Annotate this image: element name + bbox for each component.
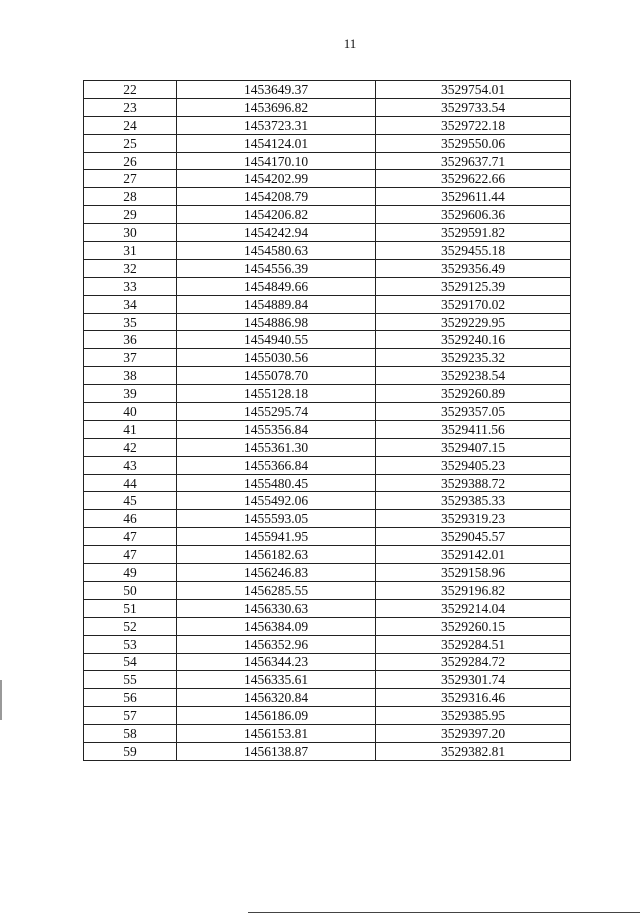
table-row — [84, 259, 571, 277]
point-number-cell: 49 — [84, 564, 177, 582]
y-coordinate-cell: 3529382.81 — [376, 742, 571, 760]
point-number-cell: 34 — [84, 295, 177, 313]
table-row — [84, 224, 571, 242]
y-coordinate-cell: 3529591.82 — [376, 224, 571, 242]
y-coordinate-cell: 3529385.33 — [376, 492, 571, 510]
point-number-cell: 45 — [84, 492, 177, 510]
y-coordinate-cell: 3529357.05 — [376, 403, 571, 421]
point-number-cell: 57 — [84, 707, 177, 725]
table-row — [84, 671, 571, 689]
y-coordinate-cell: 3529407.15 — [376, 438, 571, 456]
x-coordinate-cell: 1455295.74 — [177, 403, 376, 421]
x-coordinate-cell: 1456138.87 — [177, 742, 376, 760]
point-number-cell: 37 — [84, 349, 177, 367]
table-row — [84, 242, 571, 260]
table-row — [84, 277, 571, 295]
x-coordinate-cell: 1455030.56 — [177, 349, 376, 367]
table-row — [84, 653, 571, 671]
table-row — [84, 152, 571, 170]
table-row — [84, 474, 571, 492]
table-row — [84, 599, 571, 617]
table-row — [84, 385, 571, 403]
table-row — [84, 742, 571, 760]
table-row — [84, 528, 571, 546]
point-number-cell: 58 — [84, 725, 177, 743]
y-coordinate-cell: 3529170.02 — [376, 295, 571, 313]
x-coordinate-cell: 1454242.94 — [177, 224, 376, 242]
y-coordinate-cell: 3529550.06 — [376, 134, 571, 152]
y-coordinate-cell: 3529754.01 — [376, 81, 571, 99]
x-coordinate-cell: 1454202.99 — [177, 170, 376, 188]
point-number-cell: 56 — [84, 689, 177, 707]
y-coordinate-cell: 3529238.54 — [376, 367, 571, 385]
table-row — [84, 206, 571, 224]
x-coordinate-cell: 1455941.95 — [177, 528, 376, 546]
point-number-cell: 46 — [84, 510, 177, 528]
y-coordinate-cell: 3529319.23 — [376, 510, 571, 528]
x-coordinate-cell: 1456186.09 — [177, 707, 376, 725]
point-number-cell: 31 — [84, 242, 177, 260]
x-coordinate-cell: 1453649.37 — [177, 81, 376, 99]
x-coordinate-cell: 1455480.45 — [177, 474, 376, 492]
y-coordinate-cell: 3529125.39 — [376, 277, 571, 295]
x-coordinate-cell: 1456330.63 — [177, 599, 376, 617]
table-row — [84, 116, 571, 134]
table-row — [84, 170, 571, 188]
point-number-cell: 44 — [84, 474, 177, 492]
point-number-cell: 47 — [84, 546, 177, 564]
y-coordinate-cell: 3529611.44 — [376, 188, 571, 206]
table-row — [84, 707, 571, 725]
y-coordinate-cell: 3529158.96 — [376, 564, 571, 582]
x-coordinate-cell: 1454556.39 — [177, 259, 376, 277]
x-coordinate-cell: 1454208.79 — [177, 188, 376, 206]
point-number-cell: 42 — [84, 438, 177, 456]
table-row — [84, 313, 571, 331]
x-coordinate-cell: 1455492.06 — [177, 492, 376, 510]
y-coordinate-cell: 3529722.18 — [376, 116, 571, 134]
table-row — [84, 689, 571, 707]
x-coordinate-cell: 1456246.83 — [177, 564, 376, 582]
y-coordinate-cell: 3529301.74 — [376, 671, 571, 689]
x-coordinate-cell: 1454849.66 — [177, 277, 376, 295]
point-number-cell: 26 — [84, 152, 177, 170]
y-coordinate-cell: 3529637.71 — [376, 152, 571, 170]
coordinates-table — [83, 80, 571, 761]
point-number-cell: 55 — [84, 671, 177, 689]
y-coordinate-cell: 3529260.15 — [376, 617, 571, 635]
table-row — [84, 134, 571, 152]
point-number-cell: 32 — [84, 259, 177, 277]
y-coordinate-cell: 3529316.46 — [376, 689, 571, 707]
y-coordinate-cell: 3529235.32 — [376, 349, 571, 367]
x-coordinate-cell: 1455366.84 — [177, 456, 376, 474]
coordinates-table-body — [84, 81, 571, 761]
table-row — [84, 331, 571, 349]
y-coordinate-cell: 3529405.23 — [376, 456, 571, 474]
y-coordinate-cell: 3529622.66 — [376, 170, 571, 188]
y-coordinate-cell: 3529284.51 — [376, 635, 571, 653]
y-coordinate-cell: 3529142.01 — [376, 546, 571, 564]
x-coordinate-cell: 1454889.84 — [177, 295, 376, 313]
point-number-cell: 35 — [84, 313, 177, 331]
x-coordinate-cell: 1454206.82 — [177, 206, 376, 224]
y-coordinate-cell: 3529397.20 — [376, 725, 571, 743]
table-row — [84, 420, 571, 438]
point-number-cell: 50 — [84, 581, 177, 599]
x-coordinate-cell: 1456352.96 — [177, 635, 376, 653]
table-row — [84, 725, 571, 743]
point-number-cell: 28 — [84, 188, 177, 206]
y-coordinate-cell: 3529388.72 — [376, 474, 571, 492]
y-coordinate-cell: 3529045.57 — [376, 528, 571, 546]
y-coordinate-cell: 3529260.89 — [376, 385, 571, 403]
point-number-cell: 33 — [84, 277, 177, 295]
y-coordinate-cell: 3529196.82 — [376, 581, 571, 599]
point-number-cell: 54 — [84, 653, 177, 671]
x-coordinate-cell: 1456285.55 — [177, 581, 376, 599]
point-number-cell: 41 — [84, 420, 177, 438]
x-coordinate-cell: 1454580.63 — [177, 242, 376, 260]
x-coordinate-cell: 1453696.82 — [177, 98, 376, 116]
table-row — [84, 492, 571, 510]
x-coordinate-cell: 1454170.10 — [177, 152, 376, 170]
point-number-cell: 53 — [84, 635, 177, 653]
table-row — [84, 403, 571, 421]
table-row — [84, 617, 571, 635]
point-number-cell: 29 — [84, 206, 177, 224]
point-number-cell: 27 — [84, 170, 177, 188]
x-coordinate-cell: 1455078.70 — [177, 367, 376, 385]
table-row — [84, 81, 571, 99]
table-row — [84, 295, 571, 313]
table-row — [84, 188, 571, 206]
table-row — [84, 546, 571, 564]
y-coordinate-cell: 3529240.16 — [376, 331, 571, 349]
x-coordinate-cell: 1456182.63 — [177, 546, 376, 564]
x-coordinate-cell: 1455361.30 — [177, 438, 376, 456]
point-number-cell: 51 — [84, 599, 177, 617]
point-number-cell: 59 — [84, 742, 177, 760]
x-coordinate-cell: 1454124.01 — [177, 134, 376, 152]
x-coordinate-cell: 1454886.98 — [177, 313, 376, 331]
page-number: 11 — [343, 36, 357, 51]
x-coordinate-cell: 1456320.84 — [177, 689, 376, 707]
point-number-cell: 30 — [84, 224, 177, 242]
x-coordinate-cell: 1455128.18 — [177, 385, 376, 403]
table-row — [84, 581, 571, 599]
x-coordinate-cell: 1454940.55 — [177, 331, 376, 349]
table-row — [84, 564, 571, 582]
table-row — [84, 349, 571, 367]
y-coordinate-cell: 3529229.95 — [376, 313, 571, 331]
point-number-cell: 47 — [84, 528, 177, 546]
table-row — [84, 367, 571, 385]
x-coordinate-cell: 1456344.23 — [177, 653, 376, 671]
point-number-cell: 40 — [84, 403, 177, 421]
x-coordinate-cell: 1453723.31 — [177, 116, 376, 134]
point-number-cell: 36 — [84, 331, 177, 349]
y-coordinate-cell: 3529385.95 — [376, 707, 571, 725]
table-row — [84, 635, 571, 653]
y-coordinate-cell: 3529455.18 — [376, 242, 571, 260]
x-coordinate-cell: 1455356.84 — [177, 420, 376, 438]
point-number-cell: 22 — [84, 81, 177, 99]
y-coordinate-cell: 3529356.49 — [376, 259, 571, 277]
table-row — [84, 510, 571, 528]
point-number-cell: 39 — [84, 385, 177, 403]
x-coordinate-cell: 1456335.61 — [177, 671, 376, 689]
bottom-rule — [248, 912, 640, 913]
x-coordinate-cell: 1456384.09 — [177, 617, 376, 635]
table-row — [84, 98, 571, 116]
x-coordinate-cell: 1455593.05 — [177, 510, 376, 528]
table-row — [84, 456, 571, 474]
point-number-cell: 52 — [84, 617, 177, 635]
y-coordinate-cell: 3529411.56 — [376, 420, 571, 438]
point-number-cell: 43 — [84, 456, 177, 474]
point-number-cell: 25 — [84, 134, 177, 152]
y-coordinate-cell: 3529284.72 — [376, 653, 571, 671]
x-coordinate-cell: 1456153.81 — [177, 725, 376, 743]
table-row — [84, 438, 571, 456]
scan-edge-mark — [0, 680, 2, 720]
y-coordinate-cell: 3529214.04 — [376, 599, 571, 617]
point-number-cell: 24 — [84, 116, 177, 134]
point-number-cell: 38 — [84, 367, 177, 385]
y-coordinate-cell: 3529733.54 — [376, 98, 571, 116]
point-number-cell: 23 — [84, 98, 177, 116]
y-coordinate-cell: 3529606.36 — [376, 206, 571, 224]
